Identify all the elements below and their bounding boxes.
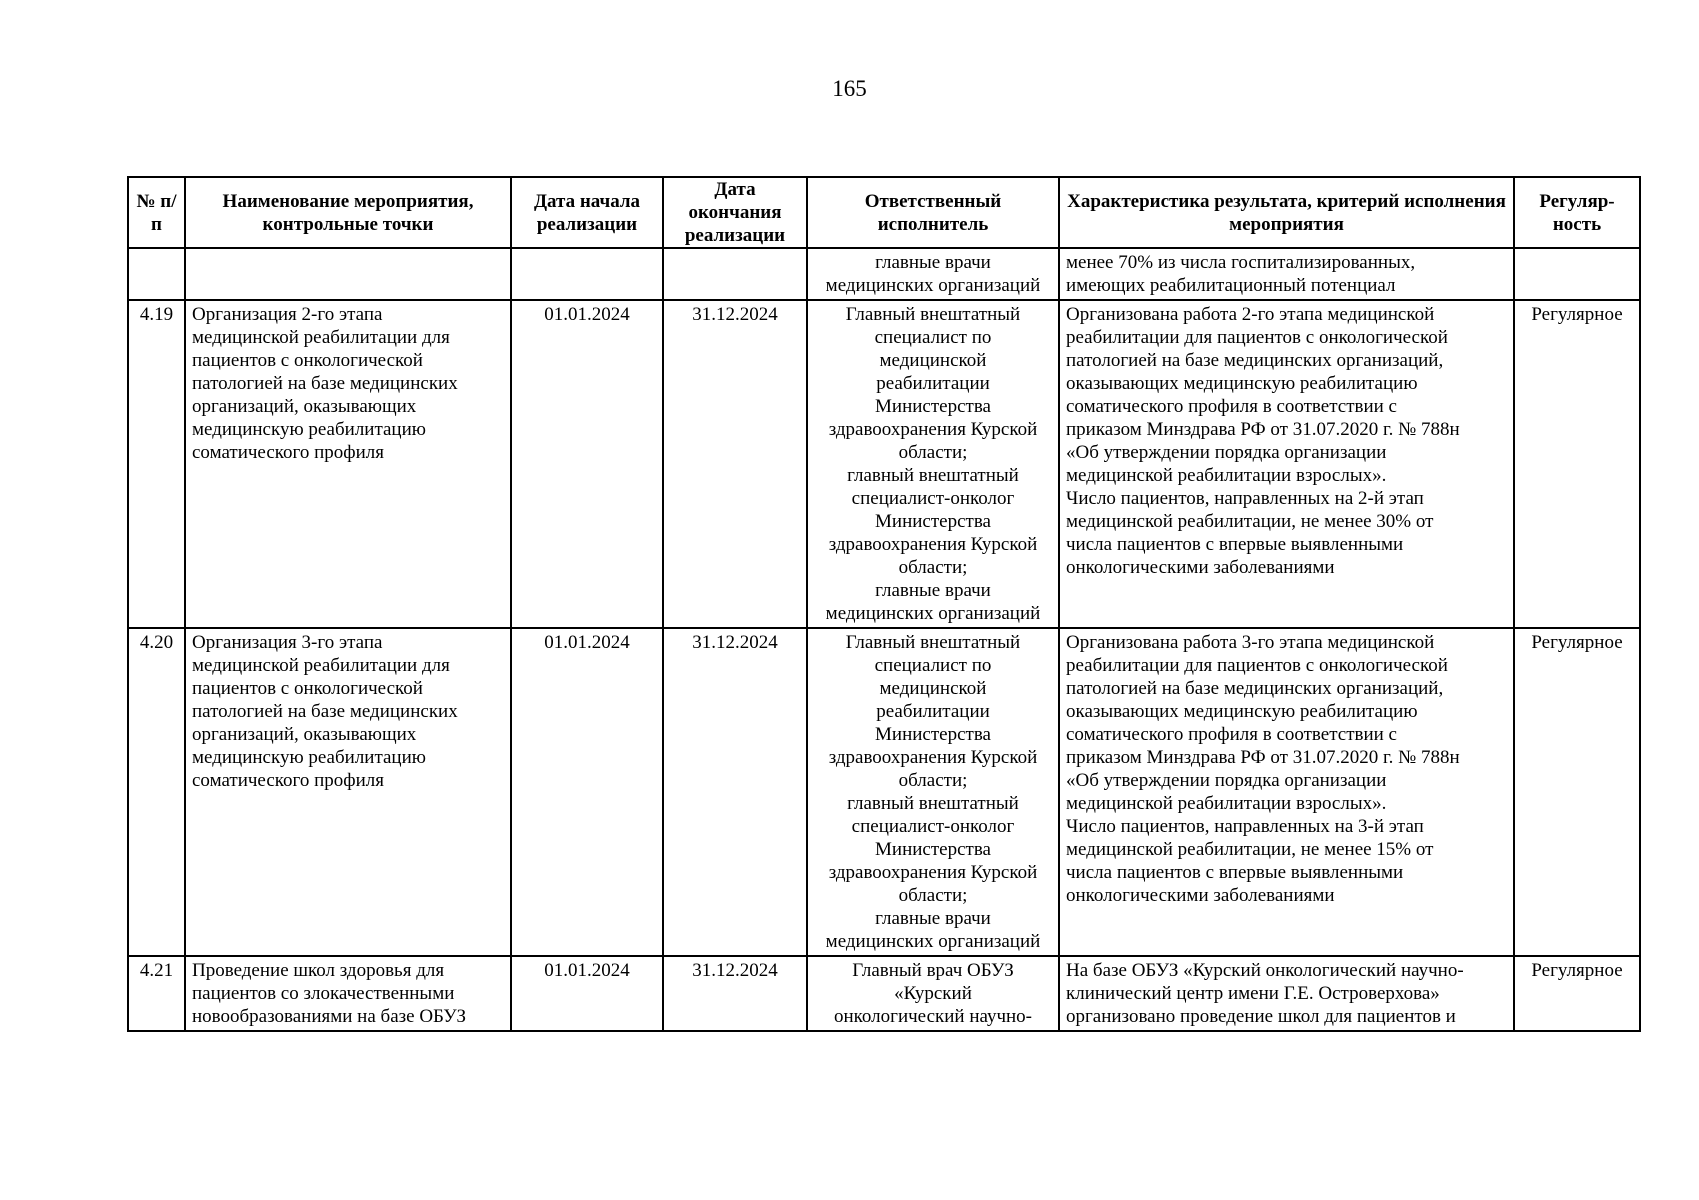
- text-line: специалист-онколог: [851, 816, 1015, 837]
- text-line: имеющих реабилитационный потенциал: [1066, 275, 1396, 296]
- text-line: медицинских организаций: [825, 603, 1041, 624]
- text-line: медицинских организаций: [825, 931, 1041, 952]
- text-line: приказом Минздрава РФ от 31.07.2020 г. № 788н: [1066, 747, 1460, 768]
- text-line: онкологическими заболеваниями: [1066, 885, 1335, 906]
- text-line: здравоохранения Курской: [828, 862, 1038, 883]
- text-line: онкологическими заболеваниями: [1066, 557, 1335, 578]
- cell-end-date: [663, 248, 807, 300]
- text-line: оказывающих медицинскую реабилитацию: [1066, 701, 1418, 722]
- cell-regularity: [1514, 248, 1640, 300]
- text-line: Министерства: [875, 724, 991, 745]
- text-line: пациентов со злокачественными: [192, 983, 455, 1004]
- text-line: соматического профиля: [192, 442, 384, 463]
- cell-start-date: [511, 248, 663, 300]
- text-line: «Курский: [894, 983, 972, 1004]
- cell-regularity: Регулярное: [1514, 300, 1640, 628]
- text-line: клинический центр имени Г.Е. Островерхова»: [1066, 983, 1440, 1004]
- text-line: главный внештатный: [847, 793, 1019, 814]
- text-line: На базе ОБУЗ «Курский онкологический научно-: [1066, 960, 1464, 981]
- cell-start-date: 01.01.2024: [511, 956, 663, 1031]
- header-responsible: Ответственный исполнитель: [807, 177, 1059, 248]
- text-line: Организация 3-го этапа: [192, 632, 383, 653]
- cell-characteristic: [1059, 956, 1514, 1031]
- text-line: соматического профиля в соответствии с: [1066, 396, 1397, 417]
- cell-start-date: 01.01.2024: [511, 300, 663, 628]
- text-line: соматического профиля в соответствии с: [1066, 724, 1397, 745]
- text-line: медицинских организаций: [825, 275, 1041, 296]
- cell-name: [185, 248, 511, 300]
- text-line: «Об утверждении порядка организации: [1066, 442, 1387, 463]
- cell-responsible: [807, 956, 1059, 1031]
- text-line: числа пациентов с впервые выявленными: [1066, 862, 1404, 883]
- text-line: Главный внештатный: [845, 632, 1021, 653]
- text-line: медицинской реабилитации взрослых».: [1066, 793, 1387, 814]
- text-line: Главный врач ОБУЗ: [852, 960, 1014, 981]
- text-line: Число пациентов, направленных на 3-й этап: [1066, 816, 1424, 837]
- text-line: медицинской: [879, 678, 987, 699]
- header-name: Наименование мероприятия, контрольные точки: [185, 177, 511, 248]
- cell-start-date: 01.01.2024: [511, 628, 663, 956]
- text-line: Организация 2-го этапа: [192, 304, 383, 325]
- cell-characteristic: [1059, 248, 1514, 300]
- text-line: медицинской реабилитации взрослых».: [1066, 465, 1387, 486]
- cell-end-date: 31.12.2024: [663, 956, 807, 1031]
- cell-num: 4.21: [128, 956, 185, 1031]
- table-row: [128, 300, 1640, 628]
- cell-regularity: Регулярное: [1514, 628, 1640, 956]
- text-line: главные врачи: [875, 908, 991, 929]
- text-line: области;: [898, 557, 968, 578]
- text-line: Организована работа 2-го этапа медицинской: [1066, 304, 1435, 325]
- cell-characteristic: [1059, 300, 1514, 628]
- text-line: Министерства: [875, 839, 991, 860]
- text-line: медицинскую реабилитацию: [192, 747, 426, 768]
- text-line: менее 70% из числа госпитализированных,: [1066, 252, 1416, 273]
- header-end-date: Дата окончания реализации: [663, 177, 807, 248]
- text-line: здравоохранения Курской: [828, 534, 1038, 555]
- text-line: Министерства: [875, 511, 991, 532]
- cell-responsible: [807, 300, 1059, 628]
- text-line: области;: [898, 770, 968, 791]
- text-line: Министерства: [875, 396, 991, 417]
- text-line: здравоохранения Курской: [828, 747, 1038, 768]
- cell-name: [185, 628, 511, 956]
- text-line: организаций, оказывающих: [192, 724, 417, 745]
- text-line: числа пациентов с впервые выявленными: [1066, 534, 1404, 555]
- text-line: реабилитации для пациентов с онкологической: [1066, 655, 1448, 676]
- text-line: пациентов с онкологической: [192, 678, 423, 699]
- cell-responsible: [807, 628, 1059, 956]
- text-line: специалист по: [874, 327, 992, 348]
- text-line: здравоохранения Курской: [828, 419, 1038, 440]
- header-num: № п/п: [128, 177, 185, 248]
- text-line: Число пациентов, направленных на 2-й этап: [1066, 488, 1424, 509]
- text-line: Организована работа 3-го этапа медицинской: [1066, 632, 1435, 653]
- text-line: области;: [898, 885, 968, 906]
- table-row: [128, 956, 1640, 1031]
- text-line: реабилитации для пациентов с онкологической: [1066, 327, 1448, 348]
- text-line: пациентов с онкологической: [192, 350, 423, 371]
- header-regularity: Регуляр-ность: [1514, 177, 1640, 248]
- cell-regularity: Регулярное: [1514, 956, 1640, 1031]
- cell-end-date: 31.12.2024: [663, 628, 807, 956]
- text-line: Главный внештатный: [845, 304, 1021, 325]
- cell-responsible: [807, 248, 1059, 300]
- text-line: медицинской реабилитации, не менее 30% от: [1066, 511, 1434, 532]
- text-line: главный внештатный: [847, 465, 1019, 486]
- text-line: области;: [898, 442, 968, 463]
- text-line: новообразованиями на базе ОБУЗ: [192, 1006, 466, 1027]
- text-line: медицинской реабилитации, не менее 15% от: [1066, 839, 1434, 860]
- text-line: патологией на базе медицинских организаций,: [1066, 350, 1444, 371]
- text-line: специалист-онколог: [851, 488, 1015, 509]
- cell-num: 4.20: [128, 628, 185, 956]
- text-line: Проведение школ здоровья для: [192, 960, 445, 981]
- cell-num: [128, 248, 185, 300]
- header-characteristic: Характеристика результата, критерий исполнения мероприятия: [1059, 177, 1514, 248]
- header-start-date: Дата начала реализации: [511, 177, 663, 248]
- text-line: специалист по: [874, 655, 992, 676]
- text-line: «Об утверждении порядка организации: [1066, 770, 1387, 791]
- text-line: реабилитации: [876, 373, 990, 394]
- page-number: 165: [832, 76, 867, 101]
- text-line: приказом Минздрава РФ от 31.07.2020 г. № 788н: [1066, 419, 1460, 440]
- text-line: главные врачи: [875, 252, 991, 273]
- text-line: медицинской реабилитации для: [192, 655, 450, 676]
- text-line: организовано проведение школ для пациентов и: [1066, 1006, 1456, 1027]
- cell-num: 4.19: [128, 300, 185, 628]
- text-line: оказывающих медицинскую реабилитацию: [1066, 373, 1418, 394]
- cell-name: [185, 956, 511, 1031]
- text-line: патологией на базе медицинских организаций,: [1066, 678, 1444, 699]
- text-line: соматического профиля: [192, 770, 384, 791]
- table-row-continuation: [128, 248, 1640, 300]
- text-line: онкологический научно-: [833, 1006, 1033, 1027]
- text-line: организаций, оказывающих: [192, 396, 417, 417]
- table-row: [128, 628, 1640, 956]
- text-line: патологией на базе медицинских: [192, 701, 458, 722]
- cell-end-date: 31.12.2024: [663, 300, 807, 628]
- text-line: главные врачи: [875, 580, 991, 601]
- text-line: медицинской: [879, 350, 987, 371]
- text-line: патологией на базе медицинских: [192, 373, 458, 394]
- activities-table: [127, 176, 1641, 1032]
- text-line: реабилитации: [876, 701, 990, 722]
- cell-name: [185, 300, 511, 628]
- text-line: медицинской реабилитации для: [192, 327, 450, 348]
- table-header-row: [128, 177, 1640, 248]
- text-line: медицинскую реабилитацию: [192, 419, 426, 440]
- cell-characteristic: [1059, 628, 1514, 956]
